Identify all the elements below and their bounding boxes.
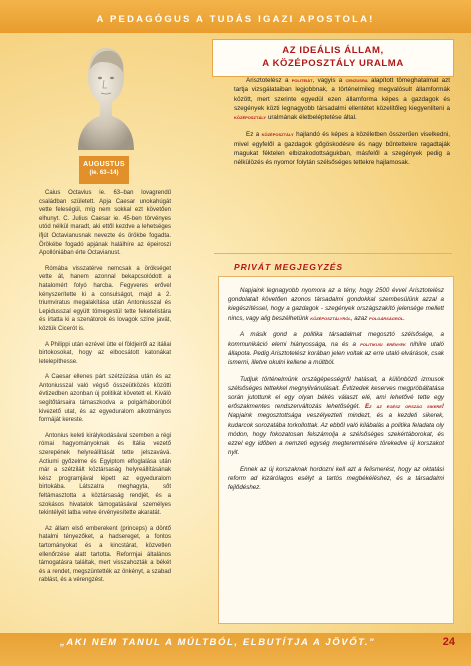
portrait-years: (ie. 63–14) — [89, 170, 119, 176]
section-divider — [214, 253, 452, 254]
left-column-text — [39, 189, 171, 592]
left-paragraph-6: Az állam első emberekent (princeps) a döntő hatalmi tényezőket, a hadsereget, a fontos tartományokat és a kincstárat, közvetlen ellenőrzése alatt tartotta. Reformjai általános támogatásra találtak, mert visszahozták a békét és a rendet, megszüntették az önkényt, a szabad rablást, és a vérengzést. — [39, 525, 171, 584]
left-paragraph-2: Rómába visszatérve nemcsak a örökséget vette át, hanem azonnal bekapcsolódott a hatalomért folyó harcba. Fegyveres erővel kényszerítette ki a consulságot, majd a 2. triumviratus megalakítása után Antoniusszal és Lepidusszal együtt tömegestül tette feketelistára és írtatta ki a szenátorok és lovagok színe javát, köztük Cicerót is. — [39, 265, 171, 332]
page-number: 24 — [442, 636, 455, 648]
article-title-line-1: AZ IDEÁLIS ÁLLAM, — [282, 45, 384, 56]
notes-paragraph-4: Ennek az új korszaknak hordozni kell azt a felismerést, hogy az oktatási reform ad kizárólagos esélyt a tartós megbékéléshez, és a társadalmi fejlődéshez. — [228, 465, 444, 492]
article-title-line-2: A KÖZÉPOSZTÁLY URALMA — [262, 58, 404, 69]
notes-paragraph-1: Napjaink legnagyobb nyomora az a tény, hogy 2500 évvel Arisztotelész gondolatait követően azonos társadalmi gondokkal szembesülünk azzal a kiegészítéssel, hogy a gazdagok - szegények országszakító jelensége mellett nincs, vagy alig beszélhetünk középosztályról, azaz polgárságról. — [228, 287, 444, 322]
article-paragraph-2: Ez a középosztály hajlandó és képes a közéletben összerűen viselkedni, mivel egyfelől a gazdagok gőgöskodésre és nagy bűntettekre ragadtaják magukat féktelen elbizakodottságukban, másfelől a szegények pedig a nélkülözés és nyomor folytán szélsőséges tettekre hajlamosak. — [234, 131, 450, 167]
notes-paragraph-2: A másik gond a politika társadalmat megosztó szélsősége, a kommunikáció elemi hiányossága, na és a politikusi erények nihilre utaló állapota. Pedig Arisztotelész korában jelen voltak az erre utaló elvárások, csak ismerni, illetve okulni kellene a múltból. — [228, 331, 444, 366]
left-paragraph-1: Caius Octavius ie. 63–ban lovagrendű családban született. Apja Caesar unokahúgát vette feleségül, míg nem sokkal ezt követően elhunyt. C. Julius Caesar ie. 45-ben törvényes utód nélkül maradt, aki ettől kezdve a lehetséges ifjút Octavianusnak nevezte és örökbe fogadta. Örökébe fogadó apjának halálhíre az épeiroszi Apollóniában érte Octavianust. — [39, 190, 171, 257]
article-paragraph-1: Arisztotelész a politeiát, vagyis a cenzusra alapított tömeghatalmat azt tartja vizsgálataiban legjobbnak, a történelmileg megvalósult államformák között, mert szerinte egyedül ezen államforma képes a gazdagok és szegények közti legnagyobb társadalmi ellentétet közelítőleg kiegyenlíteni a középosztály uralmának életbeléptetése által. — [234, 77, 450, 122]
portrait-name: AUGUSTUS — [83, 161, 125, 168]
left-paragraph-4: A Caesar ellenes párt szétzúzása után és az Antoniusszal való végső összeütközés közötti évtizedben azonban új politikát követett el. Kiváló segítőtársaira támaszkodva a polgárháborúból kivezető utat, és az egyeduralom alkotmányos formáját kereste. — [39, 374, 171, 424]
article-title-box — [212, 39, 454, 77]
private-notes-text — [228, 286, 444, 500]
augustus-bust-image — [70, 40, 140, 150]
portrait-caption — [79, 156, 129, 184]
left-paragraph-3: A Philippi után ezrével ütte el földjeiről az itáliai birtokosokat, hogy az elbocsátott katonákat letelepíthesse. — [39, 341, 171, 365]
left-paragraph-5: Antonius keleti királykodásával szemben a régi római hagyományoknak és Itália vezető szerepének helyreállítását tette jelszavává. Actiumi győzelme és Egyiptom elfoglalása után már a szétzilált köztársaság helyreállításának kész programjával lépett az egyeduralom birtokába. Látszatra meghagyta, sőt feltámasztotta a köztársaság rendjét, és a szokásos hivatalok támogatásával személyes tekintélyét latba vetve érvényesítette akaratát. — [39, 432, 171, 517]
footer-quote: „AKI NEM TANUL A MÚLTBÓL, ELBUTÍTJA A JÖVŐT." — [60, 637, 376, 648]
notes-paragraph-3: Tudjuk történelmünk országépességről hatásait, a különböző izmusok szélsőséges tettekkel megnyilvánulásait. Évtizedek keserves megpróbáltatása során jutottunk el egy olyan békés választ elé, ami lehetővé tette egy erőszakmentes rendszerváltozás lehetőségét. Ez az egész ország sikere! Napjaink megosztottsága veszélyezteti mindezt, és a kezdeti sikerek, kudarcok sorozatába torkollottak. Az ebből való kilábalás a politika feladata oly módon, hogy fokozatosan felszámolja a szélsőséges szekértáborokat, és ezzel egy időben a nemzeti egység megteremtésére törekedve új korszakot nyit. — [228, 375, 444, 457]
private-notes-heading: PRIVÁT MEGJEGYZÉS — [234, 262, 344, 272]
article-body — [234, 76, 450, 176]
header-title: A PEDAGÓGUS A TUDÁS IGAZI APOSTOLA! — [96, 14, 375, 25]
